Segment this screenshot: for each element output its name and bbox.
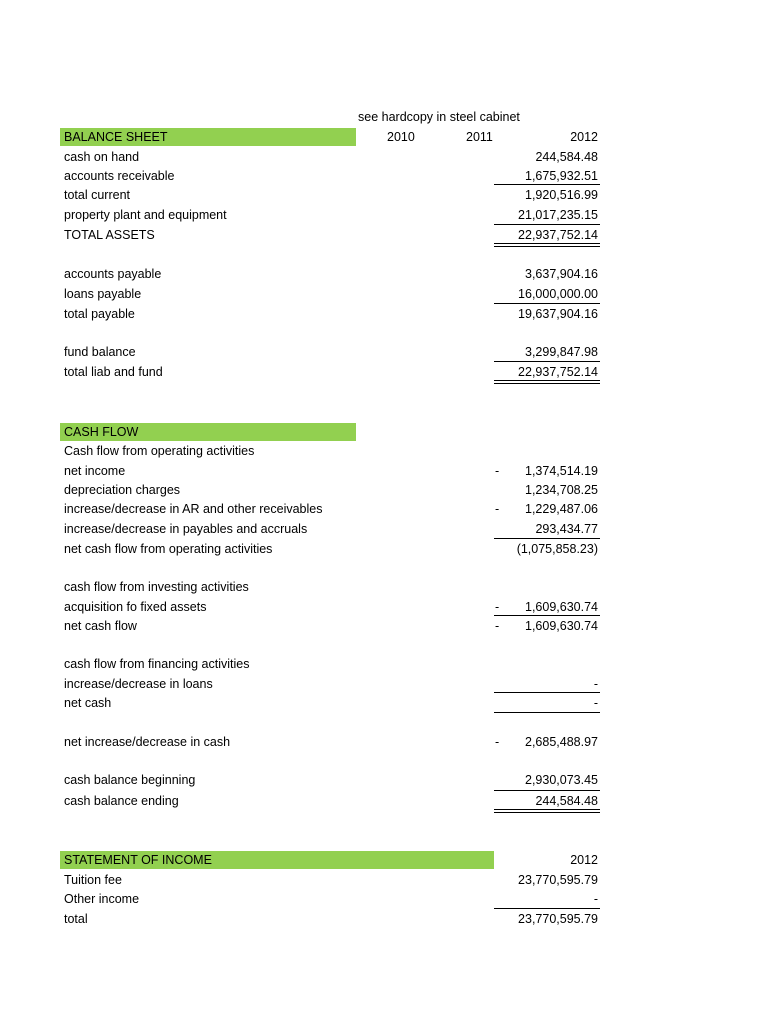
income-row-value: 23,770,595.79 [518,912,598,926]
year-2010: 2010 [387,130,415,144]
underline [494,184,600,185]
year-2011: 2011 [466,130,493,144]
bs-row-value: 1,675,932.51 [525,169,598,183]
bs-row-value: 22,937,752.14 [518,365,598,379]
cf-row-label: increase/decrease in loans [64,677,213,691]
bs-row-label: cash on hand [64,150,140,164]
bs-row-value: 3,299,847.98 [525,345,598,359]
hardcopy-note: see hardcopy in steel cabinet [358,110,520,124]
cf-row-label: net cash flow from operating activities [64,542,273,556]
cf-neg-sign: - [495,464,500,478]
bs-row-label: total current [64,188,131,202]
bs-row-label: fund balance [64,345,136,359]
cf-row-label: net cash [64,696,112,710]
cf-row-label: Cash flow from operating activities [64,444,255,458]
cf-row-label: net increase/decrease in cash [64,735,231,749]
cf-row-label: cash balance ending [64,794,179,808]
bs-row-value: 21,017,235.15 [518,208,598,222]
cf-row-value: 1,609,630.74 [525,600,598,614]
bs-row-value: 3,637,904.16 [525,267,598,281]
cf-row-label: depreciation charges [64,483,181,497]
year-2012: 2012 [570,130,598,144]
bs-row-value: 244,584.48 [535,150,598,164]
cf-row-value: (1,075,858.23) [516,542,598,556]
underline [494,361,600,362]
cf-neg-sign: - [495,600,500,614]
cf-row-value: 1,229,487.06 [525,502,598,516]
cf-row-label: increase/decrease in payables and accruals [64,522,308,536]
cf-row-value: 1,234,708.25 [525,483,598,497]
cf-row-label: net cash flow [64,619,137,633]
cf-row-label: cash flow from investing activities [64,580,249,594]
cf-row-value: - [593,677,598,691]
bs-row-label: total liab and fund [64,365,163,379]
bs-row-label: loans payable [64,287,142,301]
cf-neg-sign: - [495,735,500,749]
income-title: STATEMENT OF INCOME [64,853,212,867]
underline [494,303,600,304]
cf-row-label: cash balance beginning [64,773,196,787]
underline [494,538,600,539]
cf-neg-sign: - [495,502,500,516]
cf-neg-sign: - [495,619,500,633]
bs-row-value: 22,937,752.14 [518,228,598,242]
bs-row-label: accounts receivable [64,169,175,183]
bs-row-value: 19,637,904.16 [518,307,598,321]
cf-row-value: 2,930,073.45 [525,773,598,787]
income-row-label: Tuition fee [64,873,122,887]
cash-flow-title: CASH FLOW [64,425,139,439]
bs-row-label: property plant and equipment [64,208,227,222]
cf-row-value: 1,374,514.19 [525,464,598,478]
underline [494,692,600,693]
double-underline [494,243,600,247]
cf-row-value: 244,584.48 [535,794,598,808]
bs-row-value: 1,920,516.99 [525,188,598,202]
bs-row-label: accounts payable [64,267,162,281]
underline [494,615,600,616]
underline [494,712,600,713]
bs-row-value: 16,000,000.00 [518,287,598,301]
cf-row-value: - [593,696,598,710]
cf-row-value: 1,609,630.74 [525,619,598,633]
cf-row-label: net income [64,464,126,478]
bs-row-label: TOTAL ASSETS [64,228,155,242]
income-row-label: Other income [64,892,140,906]
underline [494,908,600,909]
balance-sheet-title: BALANCE SHEET [64,130,168,144]
double-underline [494,809,600,813]
income-row-label: total [64,912,88,926]
income-row-value: - [593,892,598,906]
cf-row-label: cash flow from financing activities [64,657,250,671]
bs-row-label: total payable [64,307,135,321]
cf-row-value: 2,685,488.97 [525,735,598,749]
cf-row-label: increase/decrease in AR and other receivables [64,502,323,516]
income-row-value: 23,770,595.79 [518,873,598,887]
underline [494,790,600,791]
income-year: 2012 [570,853,598,867]
cf-row-value: 293,434.77 [535,522,598,536]
double-underline [494,380,600,384]
cf-row-label: acquisition fo fixed assets [64,600,207,614]
underline [494,224,600,225]
